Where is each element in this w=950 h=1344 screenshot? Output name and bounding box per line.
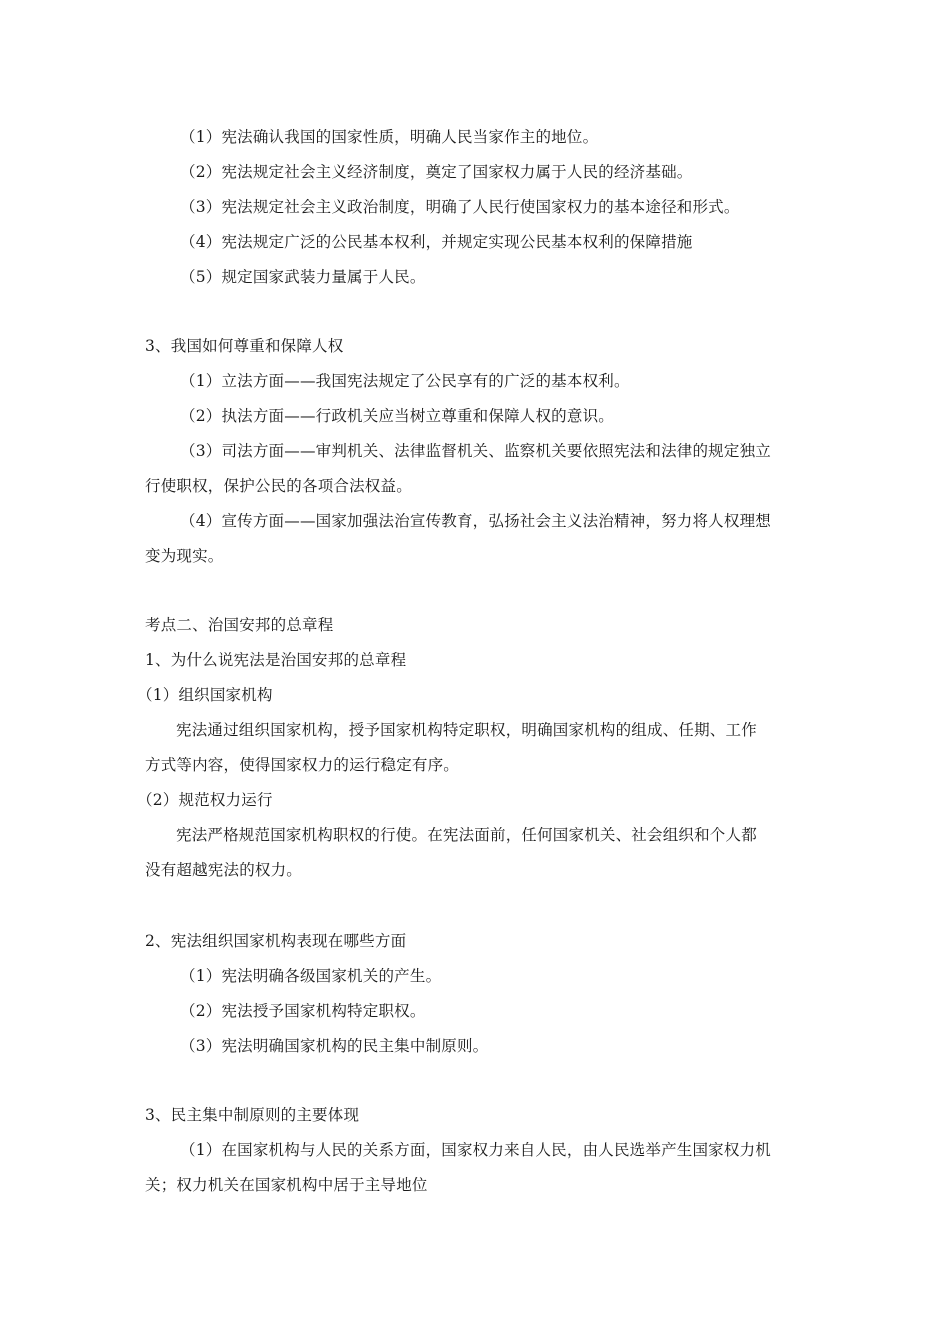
paragraph-line: 方式等内容，使得国家权力的运行稳定有序。 [145, 756, 460, 774]
paragraph-line: 宪法严格规范国家机构职权的行使。在宪法面前，任何国家机关、社会组织和个人都 [176, 826, 757, 844]
list-item: （2）宪法授予国家机构特定职权。 [180, 1002, 426, 1020]
list-item-continuation: 行使职权，保护公民的各项合法权益。 [145, 477, 412, 495]
section-heading: 2、宪法组织国家机构表现在哪些方面 [145, 932, 407, 950]
paragraph-line: 没有超越宪法的权力。 [145, 861, 303, 879]
list-item: （1）立法方面——我国宪法规定了公民享有的广泛的基本权利。 [180, 372, 630, 390]
list-item: （3）宪法规定社会主义政治制度，明确了人民行使国家权力的基本途径和形式。 [180, 198, 740, 216]
section-title: 考点二、治国安邦的总章程 [145, 616, 334, 634]
sub-heading: （1）组织国家机构 [137, 686, 273, 704]
list-item: （4）宪法规定广泛的公民基本权利，并规定实现公民基本权利的保障措施 [180, 233, 693, 251]
list-item: （2）执法方面——行政机关应当树立尊重和保障人权的意识。 [180, 407, 614, 425]
section-heading: 3、我国如何尊重和保障人权 [145, 337, 344, 355]
list-item-continuation: 变为现实。 [145, 547, 224, 565]
list-item: （2）宪法规定社会主义经济制度，奠定了国家权力属于人民的经济基础。 [180, 163, 693, 181]
list-item: （1）在国家机构与人民的关系方面，国家权力来自人民，由人民选举产生国家权力机 [180, 1141, 771, 1159]
list-item: （3）司法方面——审判机关、法律监督机关、监察机关要依照宪法和法律的规定独立 [180, 442, 771, 460]
list-item: （1）宪法确认我国的国家性质，明确人民当家作主的地位。 [180, 128, 599, 146]
section-heading: 3、民主集中制原则的主要体现 [145, 1106, 360, 1124]
section-heading: 1、为什么说宪法是治国安邦的总章程 [145, 651, 407, 669]
list-item: （4）宣传方面——国家加强法治宣传教育，弘扬社会主义法治精神，努力将人权理想 [180, 512, 771, 530]
list-item-continuation: 关；权力机关在国家机构中居于主导地位 [145, 1176, 428, 1194]
paragraph-line: 宪法通过组织国家机构，授予国家机构特定职权，明确国家机构的组成、任期、工作 [176, 721, 757, 739]
list-item: （1）宪法明确各级国家机关的产生。 [180, 967, 442, 985]
list-item: （3）宪法明确国家机构的民主集中制原则。 [180, 1037, 489, 1055]
sub-heading: （2）规范权力运行 [137, 791, 273, 809]
list-item: （5）规定国家武装力量属于人民。 [180, 268, 426, 286]
